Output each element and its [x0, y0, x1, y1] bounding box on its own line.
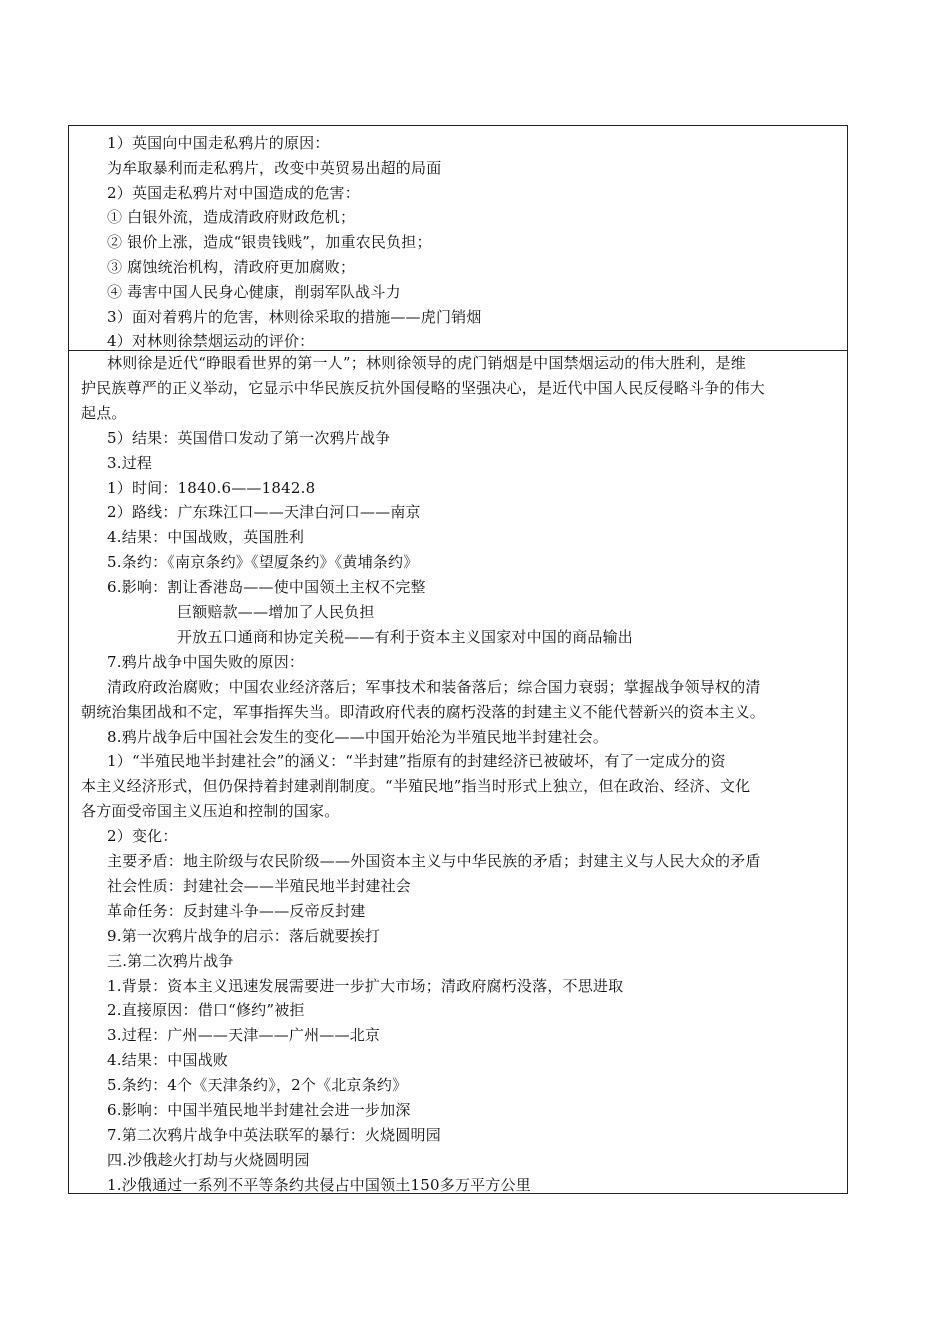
- text-line: 7.第二次鸦片战争中英法联军的暴行：火烧圆明园: [107, 1125, 441, 1144]
- text-line: 清政府政治腐败；中国农业经济落后；军事技术和装备落后；综合国力衰弱；掌握战争领导权的清: [107, 677, 761, 696]
- text-line: 朝统治集团战和不定，军事指挥失当。即清政府代表的腐朽没落的封建主义不能代替新兴的资本主义。: [81, 702, 766, 721]
- text-line: 2.直接原因：借口“修约”被拒: [107, 1001, 305, 1020]
- text-line: ④ 毒害中国人民身心健康，削弱军队战斗力: [107, 282, 401, 301]
- text-line: 6.影响：中国半殖民地半封建社会进一步加深: [107, 1101, 411, 1119]
- text-line: 3.过程: [107, 453, 153, 472]
- text-line: 社会性质：封建社会——半殖民地半封建社会: [107, 876, 412, 895]
- text-line: 4）对林则徐禁烟运动的评价：: [107, 332, 315, 351]
- text-line: 2）英国走私鸦片对中国造成的危害：: [107, 183, 360, 202]
- text-line: ③ 腐蚀统治机构，清政府更加腐败；: [107, 258, 356, 276]
- text-line: 开放五口通商和协定关税——有利于资本主义国家对中国的商品输出: [177, 627, 634, 646]
- text-line: 8.鸦片战争后中国社会发生的变化——中国开始沦为半殖民地半封建社会。: [107, 727, 609, 746]
- text-line: 巨额赔款——增加了人民负担: [177, 603, 375, 621]
- text-line: 四.沙俄趁火打劫与火烧圆明园: [107, 1150, 310, 1169]
- text-line: 革命任务：反封建斗争——反帝反封建: [107, 901, 366, 920]
- text-line: 本主义经济形式，但仍保持着封建剥削制度。“半殖民地”指当时形式上独立，但在政治、经济、文化: [81, 777, 751, 796]
- text-line: 4.结果：中国战败: [107, 1051, 229, 1070]
- text-line: 3）面对着鸦片的危害，林则徐采取的措施——虎门销烟: [107, 307, 482, 326]
- text-line: 3.过程：广州——天津——广州——北京: [107, 1026, 381, 1045]
- text-line: 1）时间：1840.6——1842.8: [107, 478, 316, 497]
- text-line: 三.第二次鸦片战争: [107, 951, 234, 970]
- text-line: 主要矛盾：地主阶级与农民阶级——外国资本主义与中华民族的矛盾；封建主义与人民大众的矛盾: [107, 852, 761, 870]
- text-line: ② 银价上涨，造成“银贵钱贱”，加重农民负担；: [107, 233, 432, 252]
- text-line: 5.条约：《南京条约》《望厦条约》《黄埔条约》: [107, 553, 419, 572]
- text-line: 1.背景：资本主义迅速发展需要进一步扩大市场；清政府腐朽没落，不思进取: [107, 976, 624, 995]
- text-line: 5.条约：4个《天津条约》，2个《北京条约》: [107, 1076, 408, 1095]
- text-line: 各方面受帝国主义压迫和控制的国家。: [81, 802, 340, 821]
- text-line: 1.沙俄通过一系列不平等条约共侵占中国领土150多万平方公里: [107, 1175, 531, 1194]
- text-line: 9.第一次鸦片战争的启示：落后就要挨打: [107, 926, 381, 945]
- text-line: 护民族尊严的正义举动，它显示中华民族反抗外国侵略的坚强决心，是近代中国人民反侵略斗争的伟大: [81, 378, 766, 397]
- text-line: 1）“半殖民地半封建社会”的涵义：“半封建”指原有的封建经济已被破坏，有了一定成分的资: [107, 752, 726, 771]
- text-line: 2）变化：: [107, 827, 178, 846]
- text-line: 起点。: [81, 403, 127, 422]
- text-line: 6.影响：割让香港岛——使中国领土主权不完整: [107, 578, 426, 597]
- text-line: 4.结果：中国战败，英国胜利: [107, 528, 305, 547]
- cell-divider: [69, 350, 847, 351]
- content-table: [68, 125, 848, 1194]
- text-line: 1）英国向中国走私鸦片的原因：: [107, 134, 330, 152]
- text-line: 为牟取暴利而走私鸦片，改变中英贸易出超的局面: [107, 158, 442, 177]
- text-line: 林则徐是近代“睁眼看世界的第一人”；林则徐领导的虎门销烟是中国禁烟运动的伟大胜利，是维: [107, 354, 746, 372]
- text-line: 2）路线：广东珠江口——天津白河口——南京: [107, 503, 421, 522]
- text-line: 5）结果：英国借口发动了第一次鸦片战争: [107, 428, 391, 447]
- text-line: ① 白银外流，造成清政府财政危机；: [107, 208, 356, 227]
- text-line: 7.鸦片战争中国失败的原因：: [107, 652, 305, 671]
